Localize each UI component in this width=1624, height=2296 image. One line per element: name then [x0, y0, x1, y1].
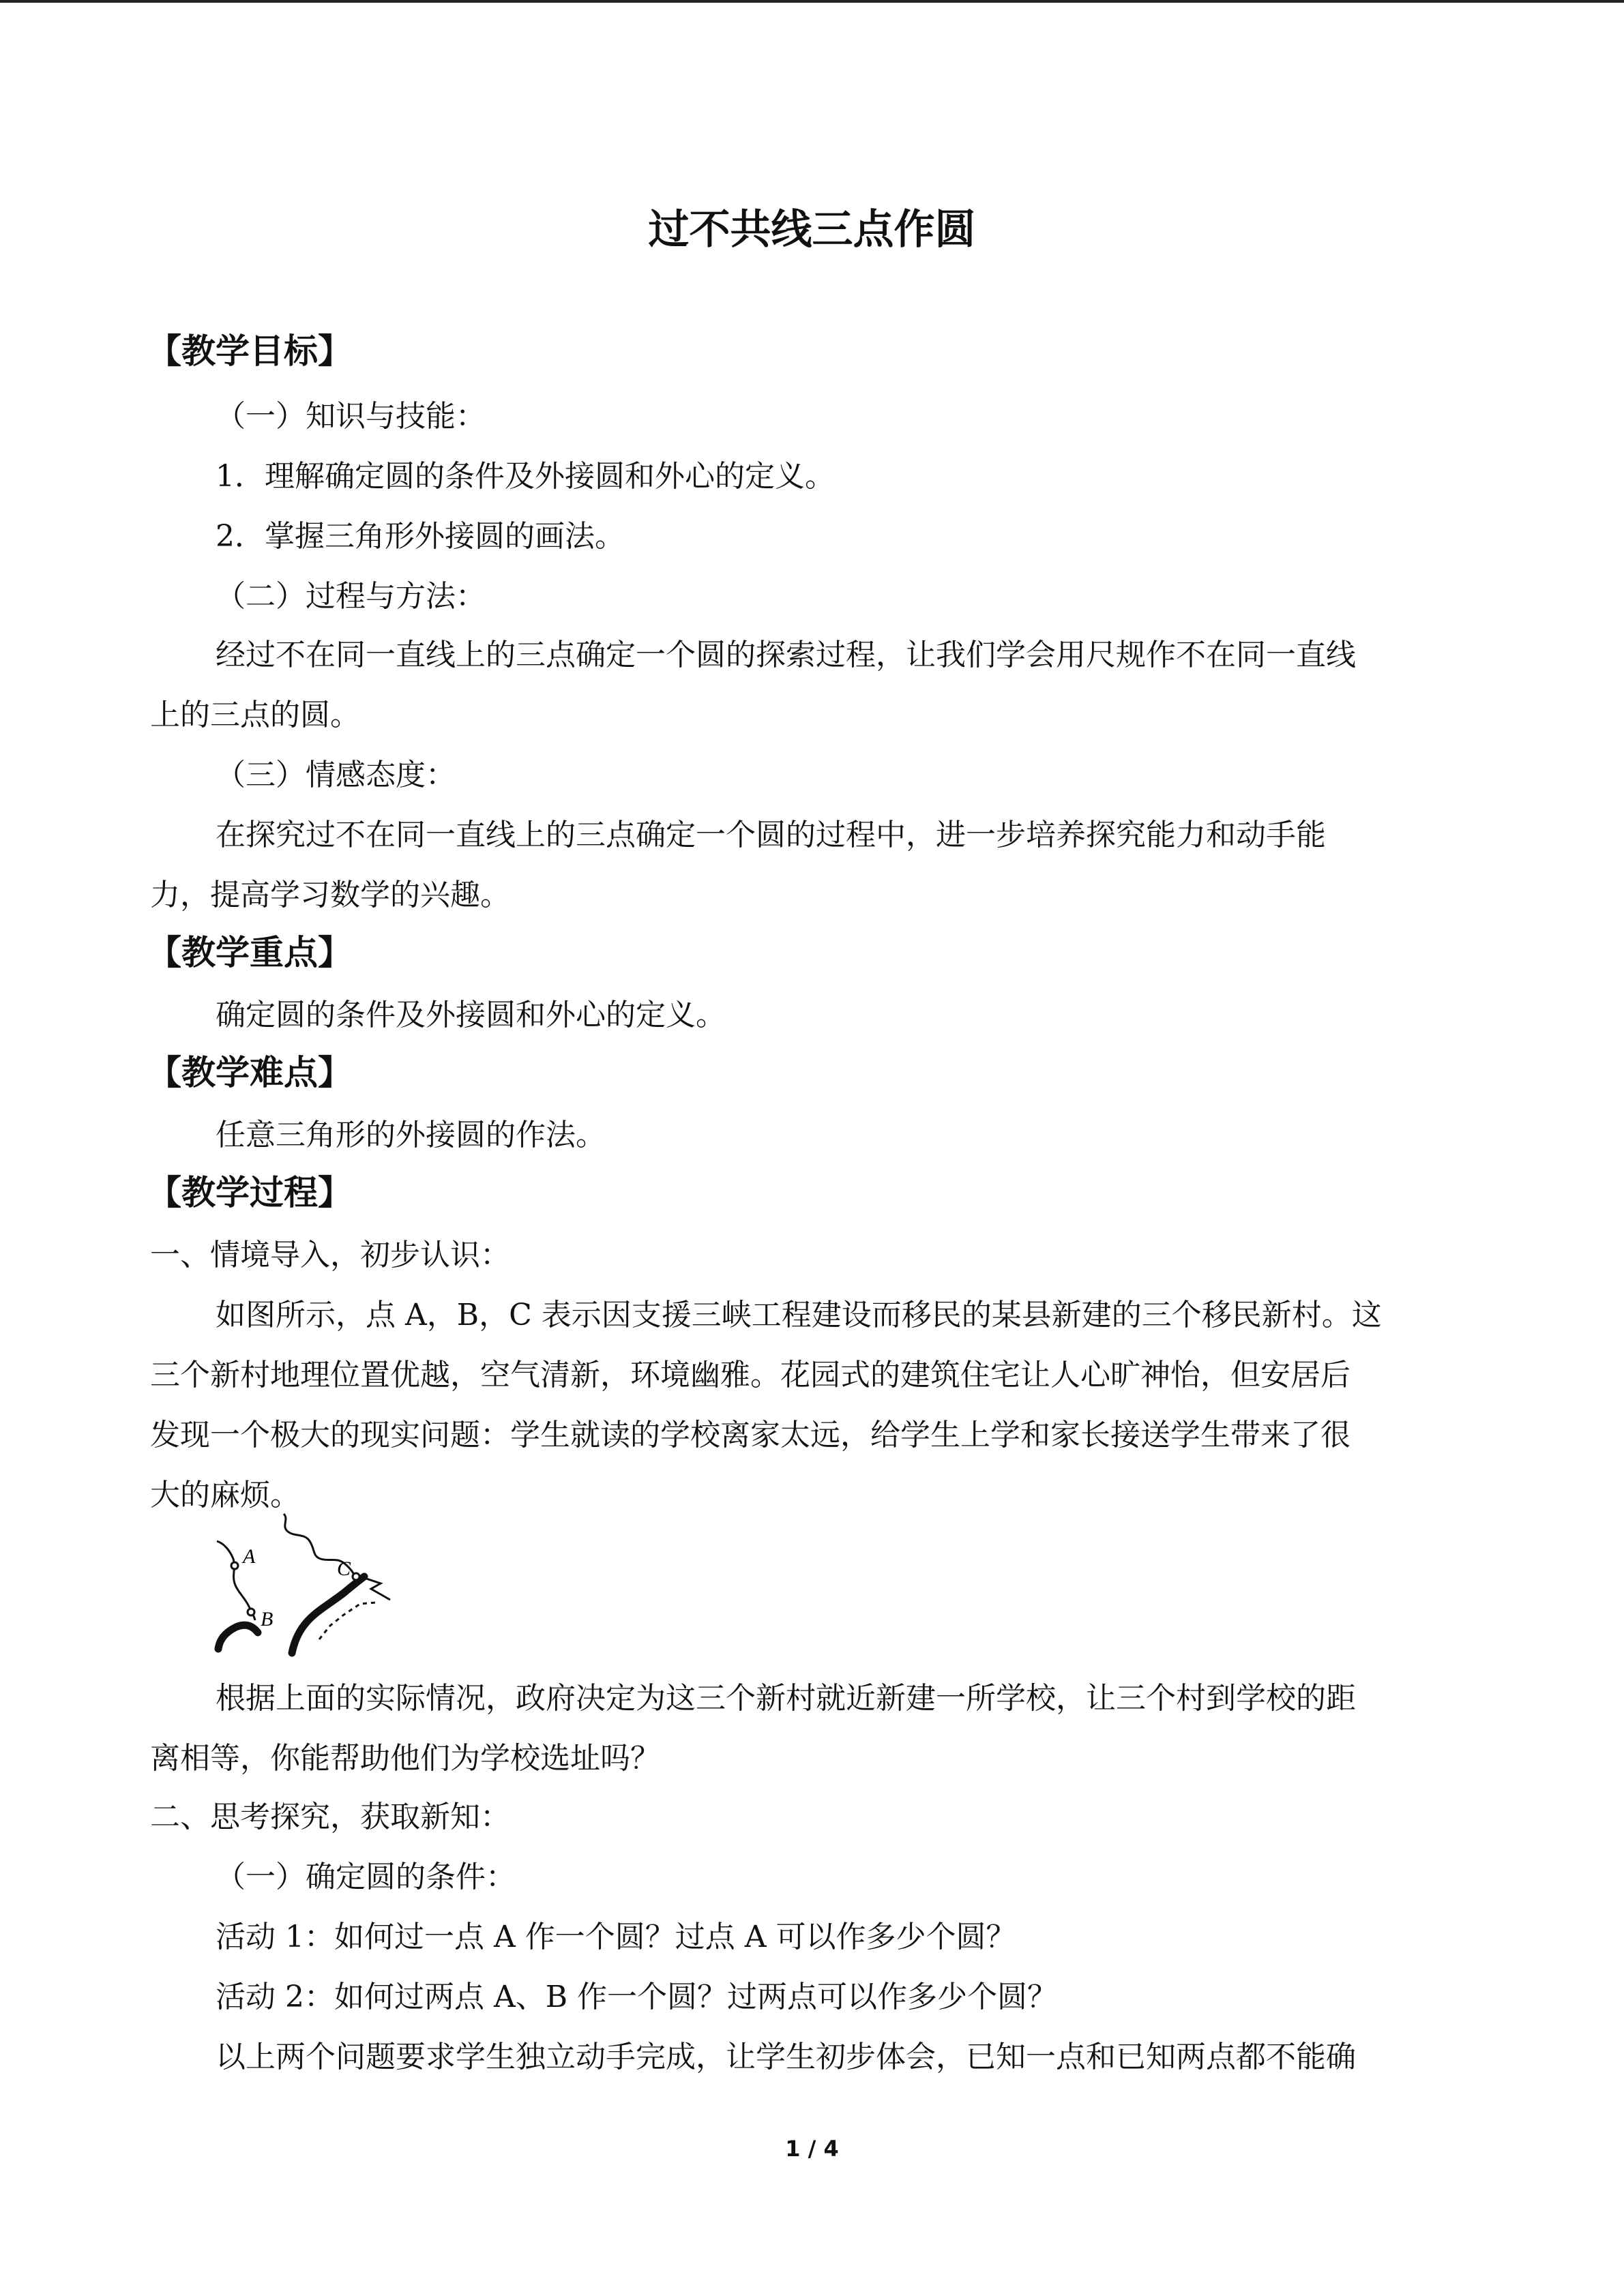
- objective-item-2: 2．掌握三角形外接圆的画法。: [216, 519, 625, 554]
- subheading-process: （二）过程与方法：: [216, 579, 486, 614]
- subheading-attitude: （三）情感态度：: [216, 758, 456, 792]
- paragraph-line: 经过不在同一直线上的三点确定一个圆的探索过程，让我们学会用尺规作不在同一直线: [216, 638, 1356, 672]
- section-heading-difficulties: 【教学难点】: [147, 1053, 352, 1092]
- paragraph-line: 上的三点的圆。: [150, 698, 360, 732]
- label-b: B: [261, 1608, 274, 1630]
- section-heading-objectives: 【教学目标】: [147, 331, 352, 371]
- village-map-figure: [210, 1512, 422, 1658]
- paragraph-line: 大的麻烦。: [150, 1478, 300, 1512]
- document-title: 过不共线三点作圆: [648, 206, 976, 254]
- section-heading-key-points: 【教学重点】: [147, 933, 352, 972]
- page-number: 1 / 4: [785, 2136, 839, 2162]
- paragraph-line: 三个新村地理位置优越，空气清新，环境幽雅。花园式的建筑住宅让人心旷神怡，但安居后: [150, 1358, 1350, 1392]
- paragraph-line: 在探究过不在同一直线上的三点确定一个圆的过程中，进一步培养探究能力和动手能: [216, 818, 1326, 852]
- point-c-marker: [353, 1573, 359, 1580]
- label-c: C: [337, 1557, 351, 1580]
- part1-heading: 一、情境导入，初步认识：: [150, 1238, 510, 1272]
- activity-1: 活动 1：如何过一点 A 作一个圆？过点 A 可以作多少个圆？: [216, 1920, 1016, 1954]
- difficulties-text: 任意三角形的外接圆的作法。: [216, 1118, 606, 1152]
- road-right: [292, 1577, 364, 1653]
- key-points-text: 确定圆的条件及外接圆和外心的定义。: [216, 998, 726, 1032]
- section-heading-process: 【教学过程】: [147, 1173, 352, 1212]
- paragraph-line: 如图所示，点 A，B，C 表示因支援三峡工程建设而移民的某县新建的三个移民新村。这: [216, 1298, 1382, 1332]
- subheading-knowledge: （一）知识与技能：: [216, 399, 486, 434]
- objective-item-1: 1．理解确定圆的条件及外接圆和外心的定义。: [216, 459, 835, 494]
- paragraph-line: 离相等，你能帮助他们为学校选址吗？: [150, 1741, 660, 1776]
- road-left: [218, 1625, 258, 1649]
- top-border: [0, 0, 1624, 3]
- paragraph-line: 力，提高学习数学的兴趣。: [150, 878, 510, 912]
- part2-heading: 二、思考探究，获取新知：: [150, 1800, 510, 1834]
- paragraph-line: 根据上面的实际情况，政府决定为这三个新村就近新建一所学校，让三个村到学校的距: [216, 1681, 1356, 1716]
- paragraph-line: 发现一个极大的现实问题：学生就读的学校离家太远，给学生上学和家长接送学生带来了很: [150, 1418, 1350, 1452]
- point-a-marker: [231, 1562, 238, 1569]
- activity-2: 活动 2：如何过两点 A、B 作一个圆？过两点可以作多少个圆？: [216, 1980, 1058, 2014]
- point-b-marker: [248, 1609, 254, 1615]
- label-a: A: [243, 1545, 256, 1568]
- paragraph-line: 以上两个问题要求学生独立动手完成，让学生初步体会，已知一点和已知两点都不能确: [216, 2040, 1356, 2074]
- part2-subheading: （一）确定圆的条件：: [216, 1860, 516, 1894]
